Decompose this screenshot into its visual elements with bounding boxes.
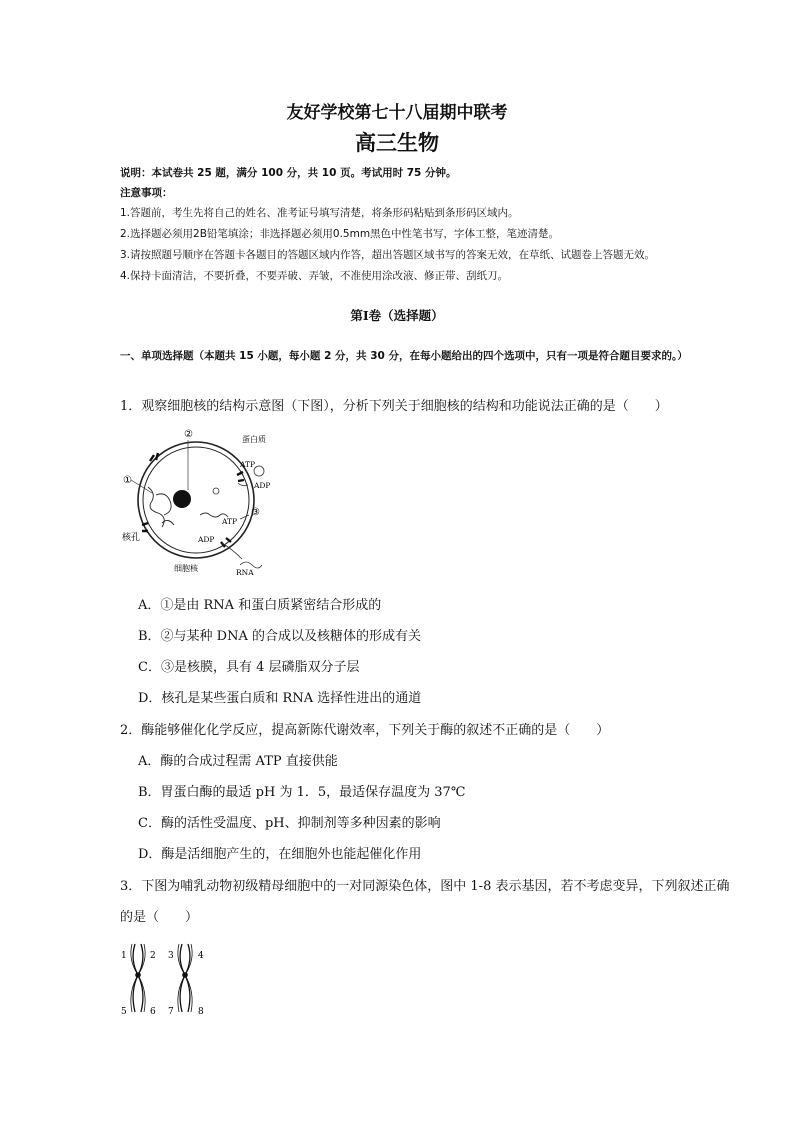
label-circle-3: ③ <box>251 507 260 518</box>
label-nuclear-pore: 核孔 <box>122 533 141 543</box>
part1-title: 第Ⅰ卷（选择题） <box>350 308 444 323</box>
nuclear-envelope-inner <box>143 447 249 553</box>
question-2-stem: 2．酶能够催化化学反应，提高新陈代谢效率，下列关于酶的叙述不正确的是（ ） <box>120 723 610 738</box>
q1-option-d: D．核孔是某些蛋白质和 RNA 选择性进出的通道 <box>138 691 422 706</box>
q1-option-b: B．②与某种 DNA 的合成以及核糖体的形成有关 <box>138 629 422 644</box>
gene-label-4: 4 <box>198 951 204 961</box>
notice-item-2: 2.选择题必须用2B铅笔填涂；非选择题必须用0.5mm黑色中性笔书写，字体工整，笔迹清楚。 <box>120 228 560 240</box>
gene-label-6: 6 <box>150 1007 156 1017</box>
question-3-stem-line1: 3．下图为哺乳动物初级精母细胞中的一对同源染色体，图中 1-8 表示基因，若不考虑变异，下列叙述正确 <box>120 879 730 894</box>
section-heading: 一、单项选择题（本题共 15 小题，每小题 2 分，共 30 分，在每小题给出的四个选项中，只有一项是符合题目要求的。） <box>120 350 688 362</box>
gene-label-3: 3 <box>168 951 174 961</box>
gene-label-5: 5 <box>121 1007 127 1017</box>
notice-item-3: 3.请按照题号顺序在答题卡各题目的答题区域内作答，超出答题区域书写的答案无效，在草纸、试题卷上答题无效。 <box>120 249 656 261</box>
nucleus-diagram <box>118 425 288 580</box>
subject-title: 高三生物 <box>355 130 439 155</box>
label-atp-bottom: ATP <box>222 517 238 526</box>
notice-item-4: 4.保持卡面清洁，不要折叠，不要弄破、弄皱，不准使用涂改液、修正带、刮纸刀。 <box>120 270 509 282</box>
chromosome-left <box>131 944 145 1012</box>
label-cytoplasm: 细胞核 <box>174 564 198 573</box>
label-adp-top: ADP <box>254 481 271 490</box>
notice-item-1: 1.答题前，考生先将自己的姓名、准考证号填写清楚，将条形码粘贴到条形码区域内。 <box>120 207 519 219</box>
gene-label-8: 8 <box>198 1007 204 1017</box>
q2-option-b: B．胃蛋白酶的最适 pH 为 1．5，最适保存温度为 37℃ <box>138 785 466 800</box>
question-3-stem-line2: 的是（ ） <box>120 910 199 925</box>
notice-title: 注意事项： <box>120 187 173 199</box>
q2-option-d: D．酶是活细胞产生的，在细胞外也能起催化作用 <box>138 847 422 862</box>
chromosome-right <box>178 944 192 1012</box>
nucleolus <box>173 490 191 508</box>
gene-label-2: 2 <box>150 951 156 961</box>
gene-label-1: 1 <box>121 951 127 961</box>
label-circle-2: ② <box>184 429 193 440</box>
q2-option-c: C．酶的活性受温度、pH、抑制剂等多种因素的影响 <box>138 816 441 831</box>
gene-label-7: 7 <box>168 1007 174 1017</box>
label-rna: RNA <box>236 568 254 577</box>
label-circle-1: ① <box>123 475 132 486</box>
q2-option-a: A．酶的合成过程需 ATP 直接供能 <box>138 754 338 769</box>
exam-description: 说明：本试卷共 25 题，满分 100 分，共 10 页。考试用时 75 分钟。 <box>120 167 457 179</box>
school-title: 友好学校第七十八届期中联考 <box>286 103 508 123</box>
label-atp-top: ATP <box>240 460 256 469</box>
question-1-stem: 1．观察细胞核的结构示意图（下图），分析下列关于细胞核的结构和功能说法正确的是（ ） <box>120 399 668 414</box>
label-adp-bottom: ADP <box>198 535 215 544</box>
q1-option-c: C．③是核膜，具有 4 层磷脂双分子层 <box>138 660 360 675</box>
q1-option-a: A．①是由 RNA 和蛋白质紧密结合形成的 <box>138 598 382 613</box>
chromosome-diagram <box>118 940 218 1020</box>
label-protein: 蛋白质 <box>242 435 266 444</box>
